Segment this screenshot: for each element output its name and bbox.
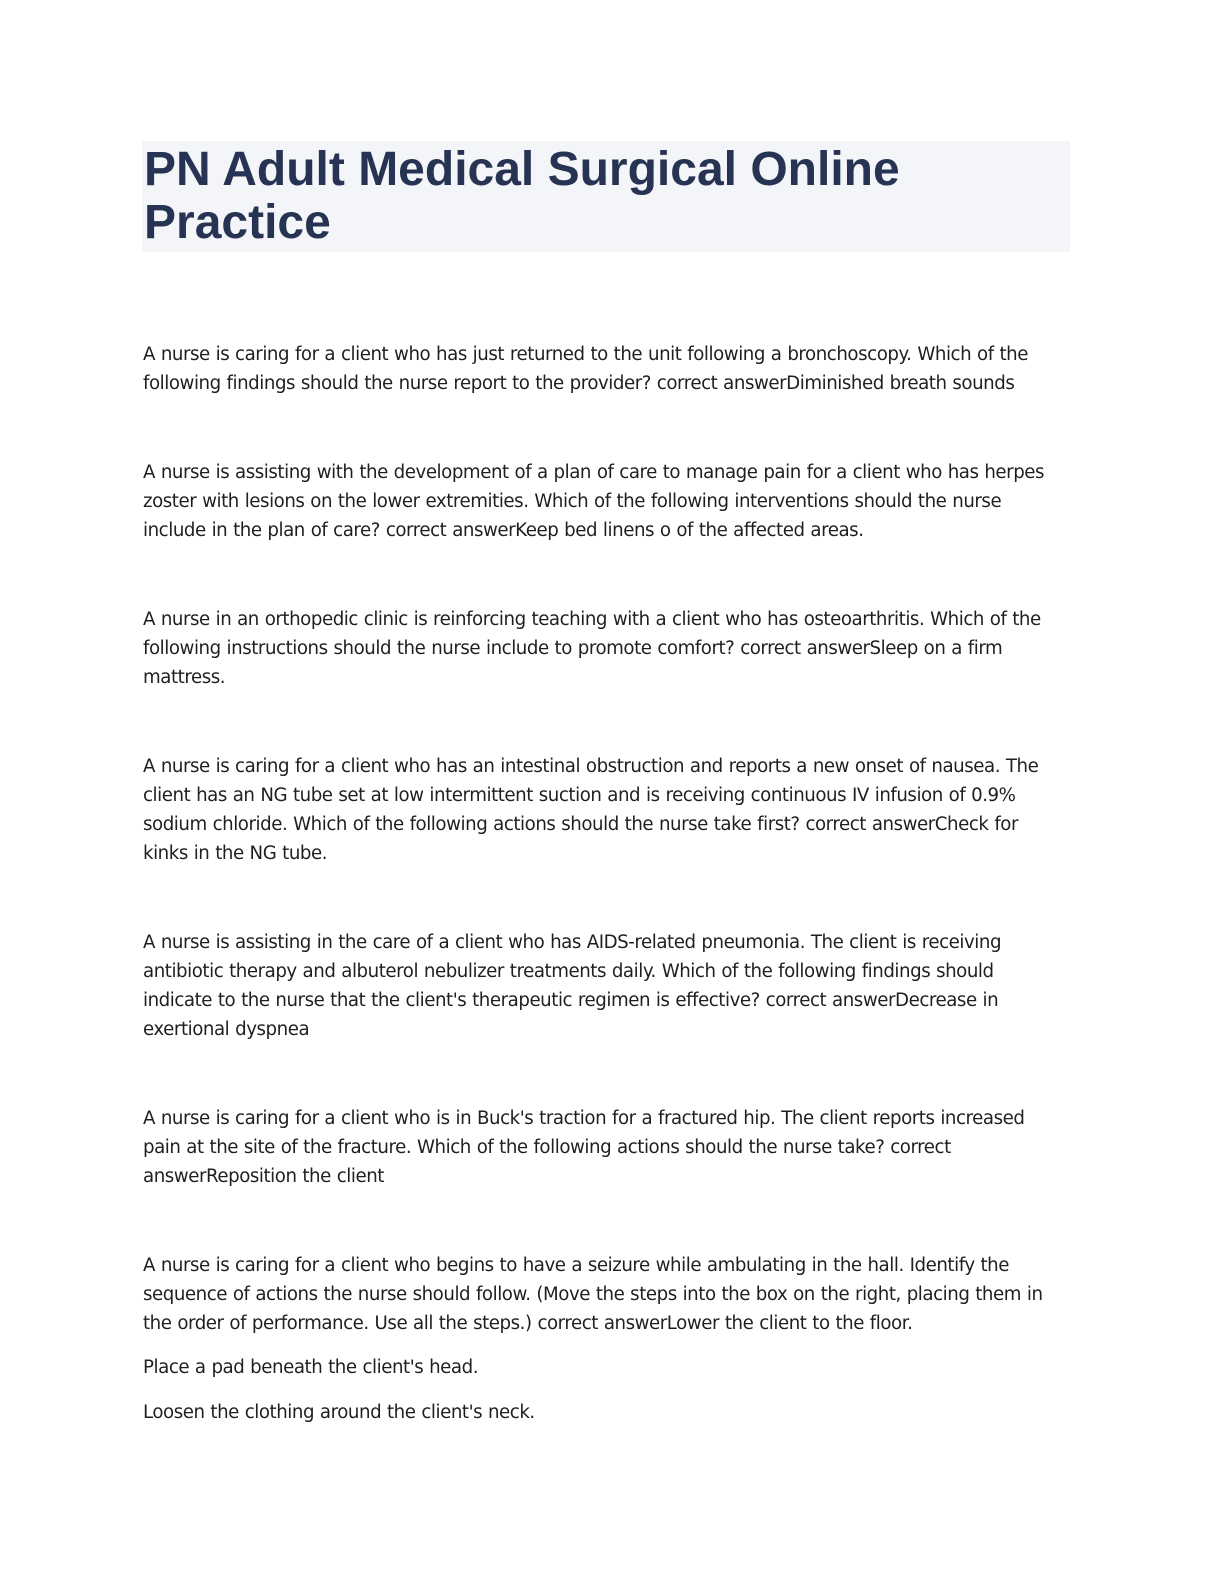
question-4: A nurse is caring for a client who has an intestinal obstruction and reports a new onset of nausea. The client has an NG tube set at low intermittent suction and is receiving continuous IV infusion of 0.9% sodium chloride. Which of the following actions should the nurse take first? correct answerCheck for kinks in the NG tube. [143,756,1039,864]
title-block [142,141,1070,252]
answer-step-2: Loosen the clothing around the client's neck. [143,1402,535,1423]
question-2: A nurse is assisting with the development of a plan of care to manage pain for a client who has herpes zoster with lesions on the lower extremities. Which of the following interventions should the nurse include in the plan of care? correct answerKeep bed linens o of the affected areas. [143,462,1045,541]
question-7: A nurse is caring for a client who begins to have a seizure while ambulating in the hall. Identify the sequence of actions the nurse should follow. (Move the steps into the box on the right, placing them in the order of performance. Use all the steps.) correct answerLower the client to the floor. [143,1255,1043,1334]
question-5: A nurse is assisting in the care of a client who has AIDS-related pneumonia. The client is receiving antibiotic therapy and albuterol nebulizer treatments daily. Which of the following findings should indicate to the nurse that the client's therapeutic regimen is effective? correct answerDecrease in exertional dyspnea [143,932,1002,1040]
question-6: A nurse is caring for a client who is in Buck's traction for a fractured hip. The client reports increased pain at the site of the fracture. Which of the following actions should the nurse take? correct answerReposition the client [143,1108,1025,1187]
question-1: A nurse is caring for a client who has just returned to the unit following a bronchoscopy. Which of the following findings should the nurse report to the provider? correct answerDiminished breath sounds [143,344,1028,394]
question-3: A nurse in an orthopedic clinic is reinforcing teaching with a client who has osteoarthritis. Which of the following instructions should the nurse include to promote comfort? correct answerSleep on a firm mattress. [143,609,1041,688]
page-title: PN Adult Medical Surgical Online Practice [144,143,900,249]
answer-step-1: Place a pad beneath the client's head. [143,1357,479,1378]
document-body [143,340,1063,1443]
